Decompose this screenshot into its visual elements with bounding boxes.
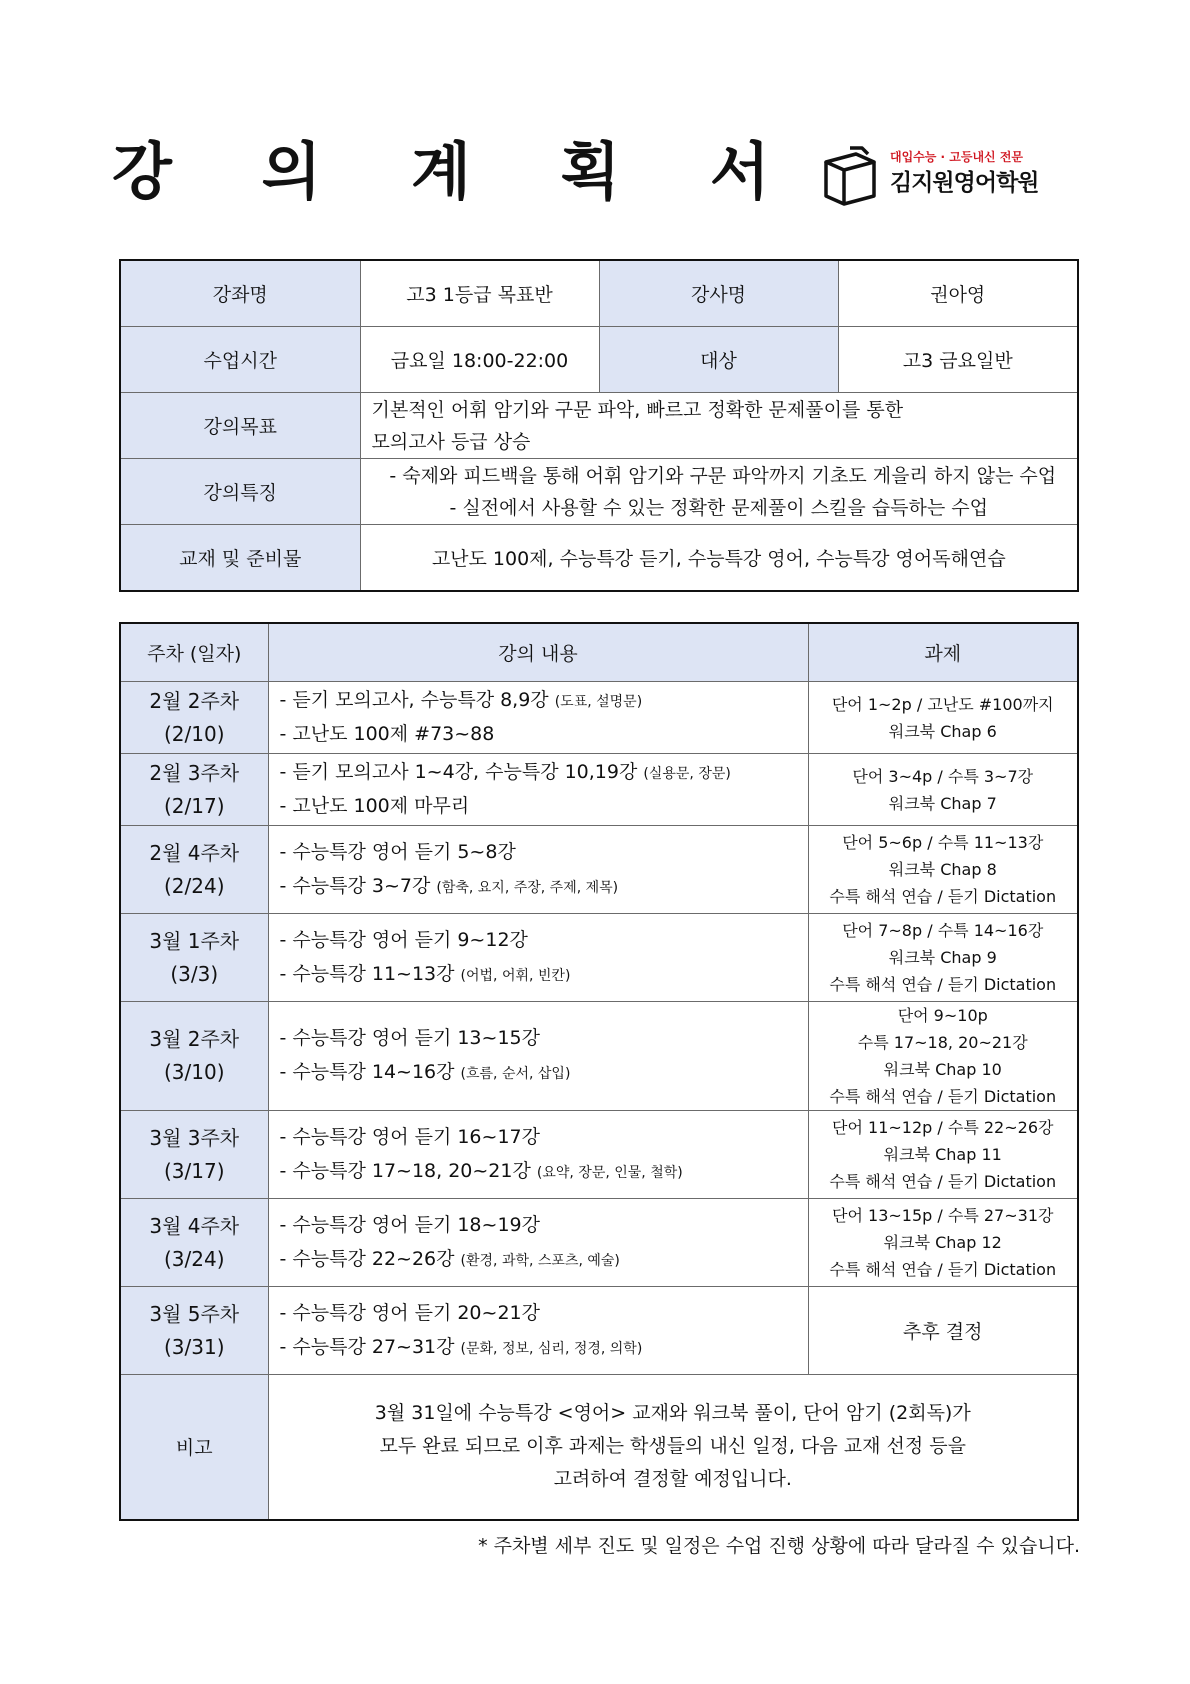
- content-line: - 수능특강 영어 듣기 18~19강: [279, 1213, 540, 1236]
- content-line: - 수능특강 27~31강: [279, 1335, 455, 1358]
- homework-line: 워크북 Chap 6: [888, 721, 997, 741]
- content-cell: [268, 1199, 808, 1287]
- feature-line: - 실전에서 사용할 수 있는 정확한 문제풀이 스킬을 습득하는 수업: [449, 496, 988, 519]
- homework-line: 수특 해석 연습 / 듣기 Dictation: [829, 1260, 1057, 1279]
- homework-cell: [808, 914, 1078, 1002]
- schedule-row: [120, 1199, 1078, 1287]
- feature-value: [360, 459, 1078, 525]
- teacher-label: 강사명: [599, 260, 838, 327]
- goal-line: 기본적인 어휘 암기와 구문 파악, 빠르고 정확한 문제풀이를 통한: [371, 398, 904, 421]
- week-date: (3/3): [170, 961, 219, 986]
- content-line: - 수능특강 영어 듣기 5~8강: [279, 840, 516, 863]
- academy-logo: [820, 142, 1060, 206]
- schedule-row: [120, 1287, 1078, 1375]
- note-line: 3월 31일에 수능특강 <영어> 교재와 워크북 풀이, 단어 암기 (2회독)가: [374, 1402, 971, 1425]
- target-value: 고3 금요일반: [838, 327, 1078, 393]
- homework-line: 수특 17~18, 20~21강: [857, 1033, 1028, 1052]
- homework-line: 워크북 Chap 8: [888, 860, 997, 879]
- header-content: 강의 내용: [268, 623, 808, 682]
- goal-label: 강의목표: [120, 393, 360, 459]
- content-topics: (환경, 과학, 스포츠, 예술): [460, 1252, 620, 1269]
- note-value: [268, 1375, 1078, 1520]
- feature-line: - 숙제와 피드백을 통해 어휘 암기와 구문 파악까지 기초도 게을리 하지 않는 수업: [389, 464, 1057, 487]
- homework-cell: [808, 754, 1078, 826]
- teacher-value: 권아영: [838, 260, 1078, 327]
- logo-tagline: 대입수능 · 고등내신 전문: [890, 150, 1024, 164]
- content-cell: [268, 1287, 808, 1375]
- note-line: 모두 완료 되므로 이후 과제는 학생들의 내신 일정, 다음 교재 선정 등을: [379, 1435, 966, 1458]
- homework-cell: [808, 1111, 1078, 1199]
- homework-line: 추후 결정: [903, 1321, 983, 1343]
- homework-cell: [808, 1287, 1078, 1375]
- week-label: 2월 2주차: [149, 688, 240, 713]
- content-cell: [268, 682, 808, 754]
- homework-line: 단어 7~8p / 수특 14~16강: [842, 921, 1044, 940]
- homework-line: 단어 3~4p / 수특 3~7강: [852, 766, 1034, 786]
- week-label: 2월 3주차: [149, 760, 240, 785]
- content-line: - 수능특강 영어 듣기 20~21강: [279, 1301, 540, 1324]
- content-topics: (요약, 장문, 인물, 철학): [536, 1164, 683, 1181]
- week-date: (3/31): [163, 1334, 225, 1359]
- homework-line: 워크북 Chap 7: [888, 793, 997, 813]
- box-logo-icon: [820, 142, 880, 206]
- goal-line: 모의고사 등급 상승: [371, 430, 531, 453]
- weekly-schedule-table: [119, 622, 1079, 1521]
- week-cell: [120, 754, 268, 826]
- material-label: 교재 및 준비물: [120, 525, 360, 592]
- week-cell: [120, 682, 268, 754]
- academy-name: 김지원영어학원: [890, 170, 1039, 196]
- homework-line: 워크북 Chap 9: [888, 948, 997, 967]
- week-cell: [120, 1287, 268, 1375]
- content-cell: [268, 754, 808, 826]
- homework-cell: [808, 1002, 1078, 1111]
- homework-cell: [808, 826, 1078, 914]
- time-value: 금요일 18:00-22:00: [360, 327, 599, 393]
- week-cell: [120, 1111, 268, 1199]
- content-cell: [268, 914, 808, 1002]
- page-title: 강 의 계 획 서: [112, 135, 804, 208]
- course-info-table: [119, 259, 1079, 592]
- header-homework: 과제: [808, 623, 1078, 682]
- week-cell: [120, 914, 268, 1002]
- content-line: - 수능특강 3~7강: [279, 874, 431, 897]
- content-line: - 듣기 모의고사 1~4강, 수능특강 10,19강: [279, 760, 638, 783]
- week-date: (3/10): [163, 1060, 225, 1084]
- content-topics: (함축, 요지, 주장, 주제, 제목): [436, 879, 619, 896]
- time-label: 수업시간: [120, 327, 360, 393]
- content-cell: [268, 1111, 808, 1199]
- week-label: 3월 4주차: [149, 1213, 240, 1238]
- content-line: - 듣기 모의고사, 수능특강 8,9강: [279, 688, 549, 711]
- content-line: - 수능특강 22~26강: [279, 1247, 455, 1270]
- content-cell: [268, 826, 808, 914]
- week-cell: [120, 1199, 268, 1287]
- content-cell: [268, 1002, 808, 1111]
- week-cell: [120, 1002, 268, 1111]
- homework-line: 수특 해석 연습 / 듣기 Dictation: [829, 1087, 1057, 1106]
- homework-line: 워크북 Chap 12: [883, 1233, 1002, 1252]
- homework-line: 수특 해석 연습 / 듣기 Dictation: [829, 887, 1057, 906]
- content-topics: (도표, 설명문): [554, 693, 643, 710]
- week-label: 3월 1주차: [149, 928, 240, 953]
- content-topics: (흐름, 순서, 삽입): [460, 1066, 571, 1082]
- content-line: - 수능특강 영어 듣기 13~15강: [279, 1027, 540, 1049]
- schedule-row: [120, 1111, 1078, 1199]
- schedule-row: [120, 826, 1078, 914]
- week-date: (3/17): [163, 1158, 225, 1183]
- target-label: 대상: [599, 327, 838, 393]
- header-week: 주차 (일자): [120, 623, 268, 682]
- homework-line: 워크북 Chap 11: [883, 1145, 1002, 1164]
- homework-line: 단어 5~6p / 수특 11~13강: [842, 833, 1044, 852]
- content-line: - 고난도 100제 마무리: [279, 794, 470, 817]
- week-cell: [120, 826, 268, 914]
- homework-line: 단어 11~12p / 수특 22~26강: [832, 1118, 1054, 1137]
- content-topics: (문화, 정보, 심리, 정경, 의학): [460, 1340, 643, 1357]
- note-label: 비고: [120, 1375, 268, 1520]
- content-line: - 수능특강 영어 듣기 9~12강: [279, 928, 528, 951]
- footnote: * 주차별 세부 진도 및 일정은 수업 진행 상황에 따라 달라질 수 있습니다.: [478, 1535, 1080, 1557]
- feature-label: 강의특징: [120, 459, 360, 525]
- schedule-row: [120, 682, 1078, 754]
- week-label: 2월 4주차: [149, 840, 240, 865]
- homework-cell: [808, 682, 1078, 754]
- week-date: (2/17): [163, 793, 225, 818]
- note-line: 고려하여 결정할 예정입니다.: [553, 1468, 792, 1491]
- content-line: - 수능특강 14~16강: [279, 1061, 455, 1083]
- content-topics: (실용문, 장문): [643, 765, 731, 782]
- schedule-row: [120, 754, 1078, 826]
- course-label: 강좌명: [120, 260, 360, 327]
- content-line: - 수능특강 17~18, 20~21강: [279, 1159, 531, 1182]
- week-date: (3/24): [163, 1246, 225, 1271]
- homework-line: 단어 1~2p / 고난도 #100까지: [831, 694, 1054, 714]
- content-topics: (어법, 어휘, 빈칸): [460, 967, 571, 984]
- content-line: - 고난도 100제 #73~88: [279, 722, 495, 745]
- week-date: (2/10): [163, 721, 225, 746]
- week-label: 3월 2주차: [149, 1027, 240, 1051]
- homework-line: 단어 13~15p / 수특 27~31강: [832, 1206, 1054, 1225]
- week-label: 3월 5주차: [149, 1301, 240, 1326]
- week-date: (2/24): [163, 873, 225, 898]
- material-value: 고난도 100제, 수능특강 듣기, 수능특강 영어, 수능특강 영어독해연습: [360, 525, 1078, 592]
- homework-line: 단어 9~10p: [897, 1006, 988, 1025]
- content-line: - 수능특강 영어 듣기 16~17강: [279, 1125, 540, 1148]
- homework-line: 워크북 Chap 10: [883, 1060, 1002, 1079]
- goal-value: [360, 393, 1078, 459]
- course-value: 고3 1등급 목표반: [360, 260, 599, 327]
- schedule-row: [120, 914, 1078, 1002]
- week-label: 3월 3주차: [149, 1125, 240, 1150]
- homework-cell: [808, 1199, 1078, 1287]
- homework-line: 수특 해석 연습 / 듣기 Dictation: [829, 975, 1057, 994]
- content-line: - 수능특강 11~13강: [279, 962, 455, 985]
- homework-line: 수특 해석 연습 / 듣기 Dictation: [829, 1172, 1057, 1191]
- schedule-row: [120, 1002, 1078, 1111]
